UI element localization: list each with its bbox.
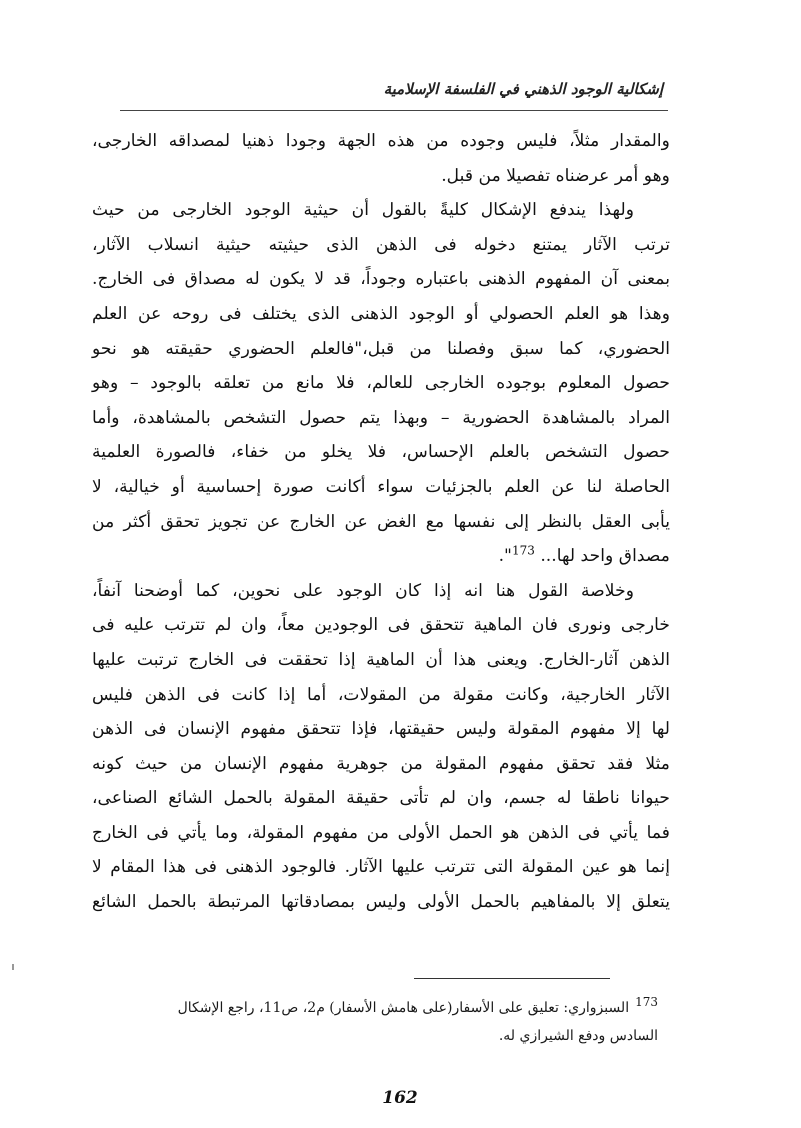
footnote-number: 173 <box>635 995 658 1010</box>
footnote-line <box>98 994 658 1022</box>
footnote-marker[interactable]: 173 <box>511 543 535 558</box>
scan-mark <box>12 964 14 970</box>
footnote <box>98 994 658 1050</box>
text-line: خارجى ونورى فان الماهية تتحقق فى الوجودين معاً، وان لم تترتب عليه فى <box>92 615 670 636</box>
text-line: يتعلق إلا بالمفاهيم بالحمل الأولى وليس بمصادقاتها المرتبطة بالحمل الشائع <box>92 892 670 913</box>
body-text <box>92 124 670 920</box>
text-line: الآثار الخارجية، وكانت مقولة من المقولات، أما إذا كانت فى الذهن فليس <box>92 684 670 705</box>
text-line: ترتب الآثار يمتنع دخوله فى الذهن الذى حيثيته حيثية انسلاب الآثار، <box>92 234 670 255</box>
text-line: حيوانا ناطقا له جسم، وان لم تأتى حقيقة المقولة بالحمل الشائع الصناعى، <box>92 788 670 809</box>
footnote-line: السادس ودفع الشيرازي له. <box>498 1028 658 1044</box>
text-line: الحاصلة لنا عن العلم بالجزئيات سواء أكانت صورة إحساسية أو خيالية، لا <box>92 476 670 497</box>
running-header: إشكالية الوجود الذهني في الفلسفة الإسلامية <box>383 80 663 98</box>
text-line: إنما هو عين المقولة التى تترتب عليها الآثار. فالوجود الذهنى فى هذا المقام لا <box>92 857 670 878</box>
text-line: بمعنى آن المفهوم الذهنى باعتباره وجوداً، قد لا يكون له مصداق فى الخارج. <box>92 269 670 290</box>
text-line: وهذا هو العلم الحصولي أو الوجود الذهنى الذى يختلف فى روحه عن العلم <box>92 303 670 324</box>
text-line: فما يأتي فى الذهن هو الحمل الأولى من مفهوم المقولة، وما يأتي فى الخارج <box>92 822 670 843</box>
text-line: الذهن آثار-الخارج. ويعنى هذا أن الماهية إذا تحققت فى الخارج ترتبت عليها <box>92 649 670 670</box>
page-number: 162 <box>382 1088 418 1108</box>
text-line: وخلاصة القول هنا انه إذا كان الوجود على نحوين، كما أوضحنا آنفاً، <box>92 580 634 601</box>
text-line: حصول المعلوم بوجوده الخارجى للعالم، فلا مانع من تعلقه بالوجود – وهو <box>92 373 670 394</box>
text-line: مصداق واحد لها... <box>540 546 670 567</box>
text-line: الحضوري، كما سبق وفصلنا من قبل،"فالعلم الحضوري حقيقته هو نحو <box>92 338 670 359</box>
text-line: مثلا فقد تحقق مفهوم المقولة من جوهرية مفهوم الإنسان من حيث كونه <box>92 753 670 774</box>
text-line: يأبى العقل بالنظر إلى نفسها مع الغض عن الخارج عن تجويز تحقق أكثر من <box>92 511 670 532</box>
text-line: حصول التشخص بالعلم الإحساس، فلا يخلو من خفاء، فالصورة العلمية <box>92 442 670 463</box>
quote-close: ". <box>498 546 512 567</box>
text-line: لها إلا مفهوم المقولة وليس حقيقتها، فإذا تتحقق مفهوم الإنسان فى الذهن <box>92 719 670 740</box>
text-line: المراد بالمشاهدة الحضورية – وبهذا يتم حصول التشخص بالمشاهدة، وأما <box>92 407 670 428</box>
header-rule <box>120 110 668 111</box>
text-line-with-footnote <box>92 539 670 574</box>
text-line: وهو أمر عرضناه تفصيلا من قبل. <box>441 165 670 186</box>
footnote-text: السبزواري: تعليق على الأسفار(على هامش الأسفار) م2، ص11، راجع الإشكال <box>177 1000 630 1016</box>
footnote-rule <box>414 978 610 979</box>
text-line: ولهذا يندفع الإشكال كليةً بالقول أن حيثية الوجود الخارجى من حيث <box>92 200 634 221</box>
text-line: والمقدار مثلاً، فليس وجوده من هذه الجهة وجودا ذهنيا لمصداقه الخارجى، <box>92 131 670 151</box>
